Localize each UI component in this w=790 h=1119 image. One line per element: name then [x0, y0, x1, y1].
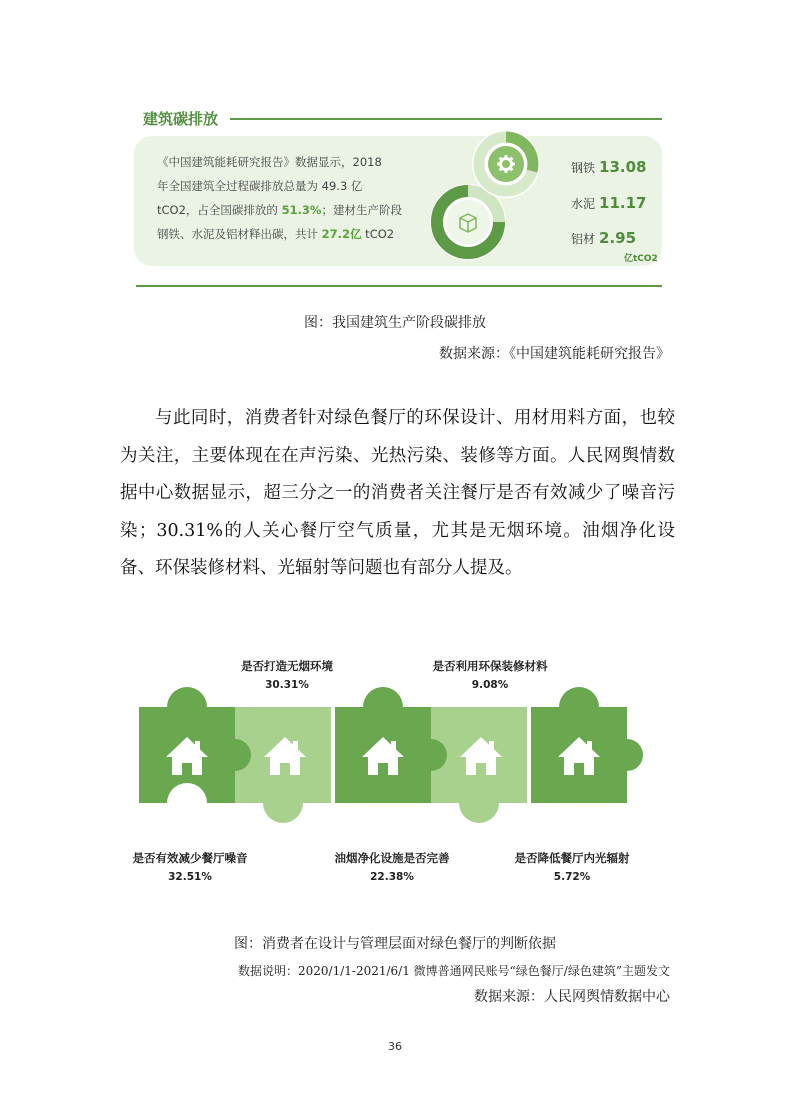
panel-line-4: 钢铁、水泥及铝材释出碳，共计 27.2亿 tCO2 [157, 227, 395, 241]
figure2-source: 数据来源：人民网舆情数据中心 [474, 989, 670, 1005]
bottom-pct-radiation: 5.72% [553, 871, 591, 883]
top-pct-smoke-free: 30.31% [265, 679, 309, 691]
figure1-caption: 图：我国建筑生产阶段碳排放 [304, 315, 486, 331]
figure2-note: 数据说明：2020/1/1-2021/6/1 微博普通网民账号“绿色餐厅/绿色建筑”主题发文 [238, 964, 670, 978]
bottom-label-fume: 油烟净化设施是否完善 [334, 851, 450, 865]
material-aluminum: 铝材 2.95 [571, 229, 637, 247]
panel-line-2: 年全国建筑全过程碳排放总量为 49.3 亿 [157, 179, 363, 193]
title-divider [230, 118, 662, 120]
figure1-source: 数据来源：《中国建筑能耗研究报告》 [439, 346, 670, 362]
material-steel: 钢铁 13.08 [571, 158, 647, 176]
bottom-label-radiation: 是否降低餐厅内光辐射 [514, 851, 630, 865]
bottom-pct-noise: 32.51% [168, 871, 212, 883]
page-number: 36 [388, 1040, 402, 1053]
figure2-caption: 图：消费者在设计与管理层面对绿色餐厅的判断依据 [234, 936, 556, 952]
unit-label: 亿tCO2 [624, 254, 658, 264]
body-paragraph: 与此同时，消费者针对绿色餐厅的环保设计、用材用料方面，也较为关注，主要体现在在声污染、光热污染、装修等方面。人民网舆情数据中心数据显示，超三分之一的消费者关注餐厅是否有效减少了噪音污染；30.31%的人关心餐厅空气质量，尤其是无烟环境。油烟净化设备、环保装修材料、光辐射等问题也有部分人提及。 [120, 408, 675, 578]
top-label-eco-materials: 是否利用环保装修材料 [432, 659, 548, 673]
puzzle-graphic [135, 684, 655, 824]
bottom-pct-fume: 22.38% [370, 871, 414, 883]
top-label-smoke-free: 是否打造无烟环境 [241, 659, 333, 673]
small-ring [472, 130, 540, 198]
material-cement: 水泥 11.17 [571, 194, 647, 212]
puzzle-piece-2 [219, 707, 331, 823]
puzzle-piece-4 [415, 707, 527, 823]
top-pct-eco-materials: 9.08% [471, 679, 509, 691]
highlight-total: 27.2亿 [321, 227, 362, 241]
donut-rings [420, 122, 545, 262]
panel-title: 建筑碳排放 [143, 110, 219, 128]
panel-description [157, 150, 409, 246]
panel-bottom-divider [136, 285, 662, 287]
puzzle-piece-5 [531, 687, 643, 803]
bottom-label-noise: 是否有效减少餐厅噪音 [132, 851, 248, 865]
highlight-percent: 51.3% [281, 203, 322, 217]
panel-line-3: tCO2，占全国碳排放的 51.3%；建材生产阶段 [157, 203, 402, 217]
panel-line-1: 《中国建筑能耗研究报告》数据显示，2018 [157, 155, 382, 169]
